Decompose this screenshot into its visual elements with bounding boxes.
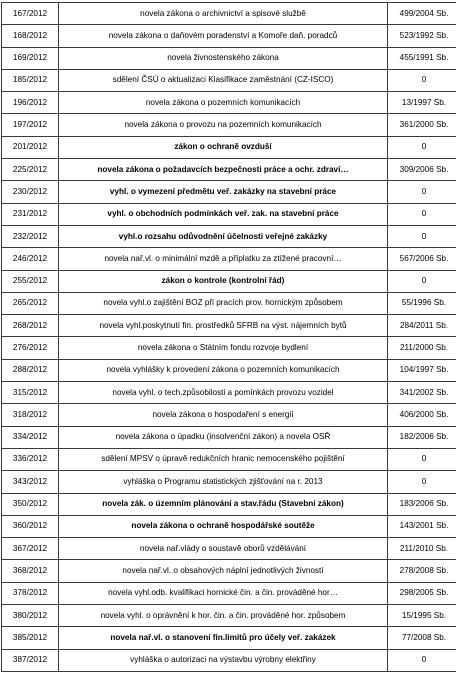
- table-row: [2, 649, 456, 671]
- law-number-cell: 185/2012: [2, 69, 59, 91]
- law-number-cell: 343/2012: [2, 471, 59, 493]
- amended-law-cell: 0: [388, 181, 456, 203]
- amended-law-cell: 0: [388, 270, 456, 292]
- table-row: [2, 315, 456, 337]
- table-row: [2, 181, 456, 203]
- law-description-cell: novela zákona o archivnictví a spisové službě: [59, 3, 388, 25]
- amended-law-cell: 211/2000 Sb.: [388, 337, 456, 359]
- law-description-cell: novela nař.vlády o soustavě oborů vzdělávání: [59, 538, 388, 560]
- law-number-cell: 336/2012: [2, 448, 59, 470]
- table-row: [2, 560, 456, 582]
- law-description-cell: novela zákona o pozemních komunikacích: [59, 92, 388, 114]
- amended-law-cell: 567/2006 Sb.: [388, 248, 456, 270]
- table-row: [2, 203, 456, 225]
- table-row: [2, 627, 456, 649]
- law-number-cell: 350/2012: [2, 493, 59, 515]
- table-row: [2, 92, 456, 114]
- law-number-cell: 231/2012: [2, 203, 59, 225]
- law-number-cell: 385/2012: [2, 627, 59, 649]
- amended-law-cell: 406/2000 Sb.: [388, 404, 456, 426]
- table-row: [2, 515, 456, 537]
- amended-law-cell: 309/2006 Sb.: [388, 159, 456, 181]
- law-number-cell: 276/2012: [2, 337, 59, 359]
- amended-law-cell: 77/2008 Sb.: [388, 627, 456, 649]
- law-number-cell: 380/2012: [2, 605, 59, 627]
- amended-law-cell: 13/1997 Sb.: [388, 92, 456, 114]
- amended-law-cell: 278/2008 Sb.: [388, 560, 456, 582]
- law-number-cell: 168/2012: [2, 25, 59, 47]
- amended-law-cell: 0: [388, 136, 456, 158]
- amended-law-cell: 0: [388, 69, 456, 91]
- table-row: [2, 426, 456, 448]
- table-row: [2, 114, 456, 136]
- law-description-cell: vyhl.o rozsahu odůvodnění účelnosti veřejné zakázky: [59, 225, 388, 247]
- law-description-cell: novela vyhlášky k provedení zákona o pozemních komunikacích: [59, 359, 388, 381]
- law-number-cell: 201/2012: [2, 136, 59, 158]
- table-row: [2, 493, 456, 515]
- law-number-cell: 246/2012: [2, 248, 59, 270]
- law-number-cell: 378/2012: [2, 582, 59, 604]
- law-number-cell: 255/2012: [2, 270, 59, 292]
- law-description-cell: novela zákona o ochraně hospodářské soutěže: [59, 515, 388, 537]
- amended-law-cell: 523/1992 Sb.: [388, 25, 456, 47]
- law-number-cell: 230/2012: [2, 181, 59, 203]
- law-description-cell: sdělení MPSV o úpravě redukčních hranic nemocenského pojištění: [59, 448, 388, 470]
- law-description-cell: novela živnostenského zákona: [59, 47, 388, 69]
- law-number-cell: 360/2012: [2, 515, 59, 537]
- law-description-cell: novela zák. o územním plánování a stav.řádu (Stavební zákon): [59, 493, 388, 515]
- amended-law-cell: 143/2001 Sb.: [388, 515, 456, 537]
- amended-law-cell: 0: [388, 448, 456, 470]
- amended-law-cell: 211/2010 Sb.: [388, 538, 456, 560]
- law-number-cell: 334/2012: [2, 426, 59, 448]
- amended-law-cell: 361/2000 Sb.: [388, 114, 456, 136]
- law-number-cell: 225/2012: [2, 159, 59, 181]
- amended-law-cell: 104/1997 Sb.: [388, 359, 456, 381]
- amended-law-cell: 284/2011 Sb.: [388, 315, 456, 337]
- law-number-cell: 197/2012: [2, 114, 59, 136]
- table-row: [2, 3, 456, 25]
- table-row: [2, 225, 456, 247]
- law-description-cell: novela vyhl.odb. kvalifikaci hornické čin. a čin. prováděné hor…: [59, 582, 388, 604]
- law-number-cell: 367/2012: [2, 538, 59, 560]
- table-row: [2, 448, 456, 470]
- table-row: [2, 47, 456, 69]
- table-row: [2, 337, 456, 359]
- law-description-cell: vyhl. o obchodních podmínkách veř. zak. na stavební práce: [59, 203, 388, 225]
- law-description-cell: novela nař.vl. o obsahových náplní jednotlivých živností: [59, 560, 388, 582]
- amended-law-cell: 182/2006 Sb.: [388, 426, 456, 448]
- table-row: [2, 359, 456, 381]
- law-description-cell: novela zákona o hospodaření s energií: [59, 404, 388, 426]
- amended-law-cell: 183/2006 Sb.: [388, 493, 456, 515]
- amended-law-cell: 0: [388, 203, 456, 225]
- amended-law-cell: 0: [388, 649, 456, 671]
- law-description-cell: novela zákona o provozu na pozemních komunikacích: [59, 114, 388, 136]
- law-description-cell: novela nař.vl. o stanovení fin.limitů pro účely veř. zakázek: [59, 627, 388, 649]
- law-description-cell: zákon o ochraně ovzduší: [59, 136, 388, 158]
- legislation-table: [1, 2, 456, 672]
- law-number-cell: 315/2012: [2, 382, 59, 404]
- law-description-cell: novela zákona o úpadku (insolvenční zákon) a novela OSŘ: [59, 426, 388, 448]
- law-description-cell: vyhláška o Programu statistických zjišťování na r. 2013: [59, 471, 388, 493]
- law-description-cell: novela vyhl. o oprávnění k hor. čin. a čin. prováděné hor. způsobem: [59, 605, 388, 627]
- table-row: [2, 471, 456, 493]
- amended-law-cell: 55/1996 Sb.: [388, 292, 456, 314]
- law-number-cell: 196/2012: [2, 92, 59, 114]
- law-description-cell: novela vyhl.poskytnutí fin. prostředků SFRB na výst. nájemních bytů: [59, 315, 388, 337]
- table-row: [2, 292, 456, 314]
- table-row: [2, 538, 456, 560]
- amended-law-cell: 298/2005 Sb.: [388, 582, 456, 604]
- law-number-cell: 265/2012: [2, 292, 59, 314]
- table-row: [2, 69, 456, 91]
- table-row: [2, 404, 456, 426]
- law-number-cell: 288/2012: [2, 359, 59, 381]
- amended-law-cell: 15/1995 Sb.: [388, 605, 456, 627]
- law-description-cell: novela zákona o Státním fondu rozvoje bydlení: [59, 337, 388, 359]
- law-description-cell: vyhláška o autorizaci na výstavbu výrobny elektřiny: [59, 649, 388, 671]
- law-description-cell: novela zákona o daňovém poradenství a Komoře daň. poradců: [59, 25, 388, 47]
- law-number-cell: 318/2012: [2, 404, 59, 426]
- law-number-cell: 167/2012: [2, 3, 59, 25]
- table-row: [2, 136, 456, 158]
- table-row: [2, 382, 456, 404]
- law-description-cell: novela vyhl. o tech.způsobilosti a pomínkách provozu vozidel: [59, 382, 388, 404]
- table-row: [2, 605, 456, 627]
- amended-law-cell: 0: [388, 471, 456, 493]
- legislation-table-body: [2, 3, 456, 672]
- table-row: [2, 248, 456, 270]
- law-number-cell: 387/2012: [2, 649, 59, 671]
- amended-law-cell: 341/2002 Sb.: [388, 382, 456, 404]
- law-number-cell: 169/2012: [2, 47, 59, 69]
- law-description-cell: novela vyhl.o zajištění BOZ při pracích prov. hornickým způsobem: [59, 292, 388, 314]
- law-number-cell: 268/2012: [2, 315, 59, 337]
- law-description-cell: novela nař.vl. o minimální mzdě a příplatku za ztížené pracovní…: [59, 248, 388, 270]
- law-description-cell: novela zákona o požadavcích bezpečnosti práce a ochr. zdraví…: [59, 159, 388, 181]
- amended-law-cell: 455/1991 Sb.: [388, 47, 456, 69]
- law-number-cell: 232/2012: [2, 225, 59, 247]
- table-row: [2, 159, 456, 181]
- law-description-cell: zákon o kontrole (kontrolní řád): [59, 270, 388, 292]
- amended-law-cell: 0: [388, 225, 456, 247]
- law-description-cell: vyhl. o vymezení předmětu veř. zakázky na stavební práce: [59, 181, 388, 203]
- table-row: [2, 270, 456, 292]
- law-description-cell: sdělení ČSÚ o aktualizaci Klasifikace zaměstnání (CZ-ISCO): [59, 69, 388, 91]
- amended-law-cell: 499/2004 Sb.: [388, 3, 456, 25]
- law-number-cell: 368/2012: [2, 560, 59, 582]
- table-row: [2, 582, 456, 604]
- table-row: [2, 25, 456, 47]
